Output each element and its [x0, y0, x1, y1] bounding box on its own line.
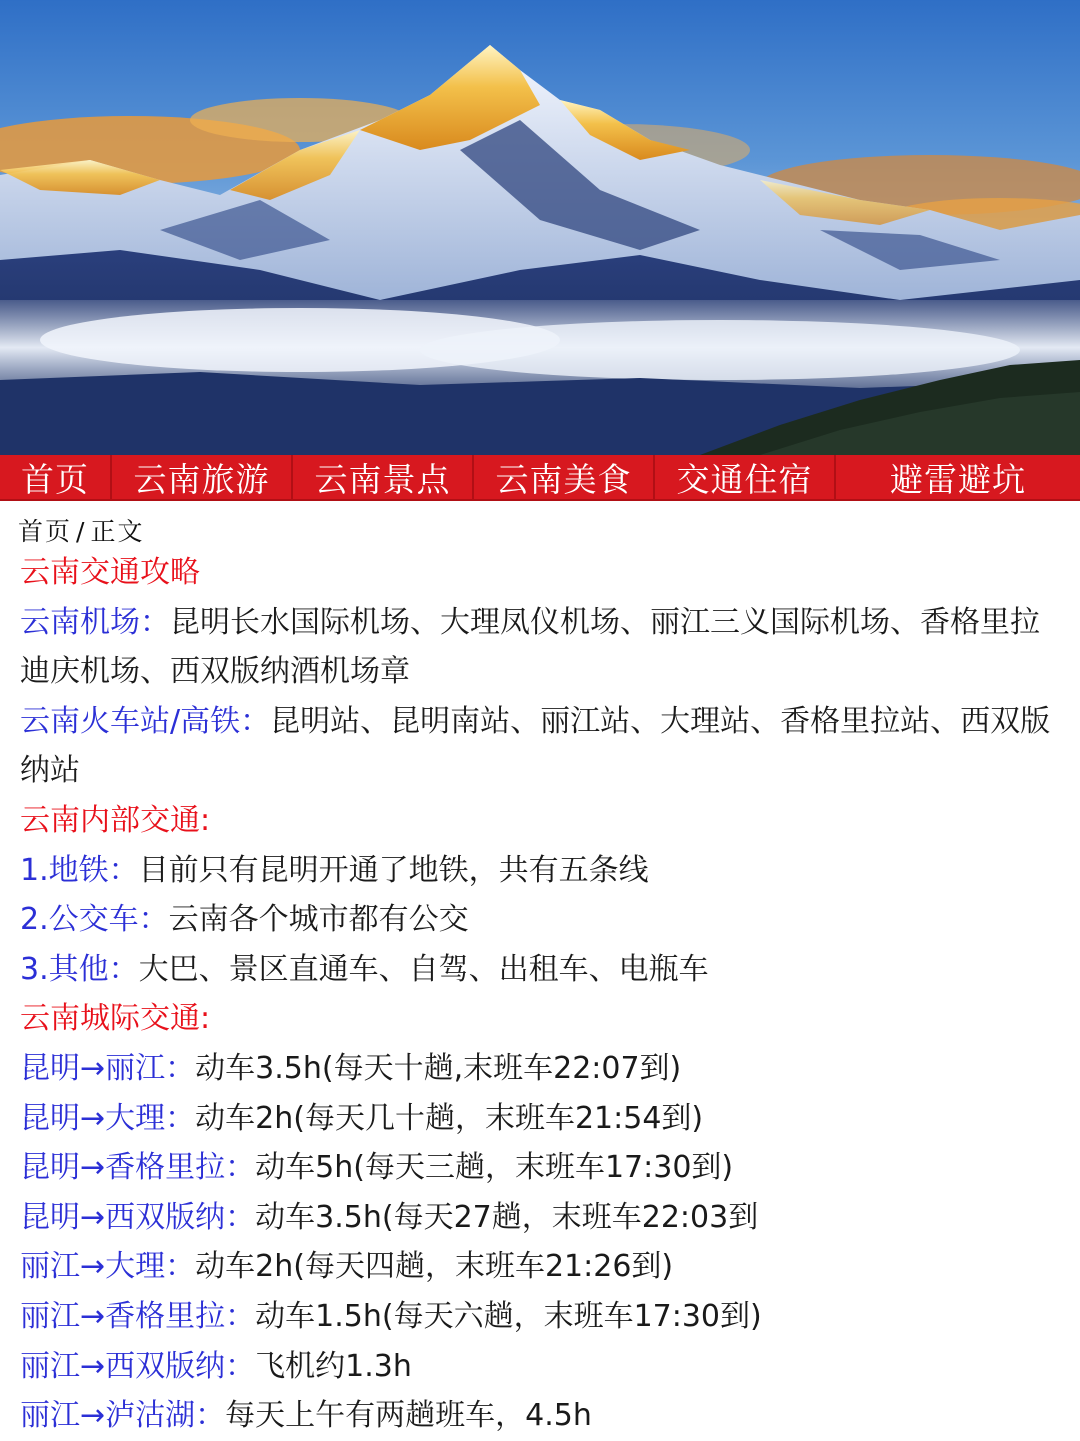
route-label: 丽江→香格里拉： — [20, 1298, 256, 1334]
main-nav — [0, 455, 1080, 501]
mountain-photo-icon — [0, 0, 1080, 455]
stations-line — [20, 697, 1068, 796]
list-item — [20, 1242, 1068, 1292]
route-label: 丽江→西双版纳： — [20, 1348, 256, 1384]
route-label: 丽江→大理： — [20, 1249, 196, 1285]
list-item — [20, 846, 1068, 896]
stations-label: 云南火车站/高铁： — [20, 703, 271, 739]
internal-text: 目前只有昆明开通了地铁，共有五条线 — [138, 852, 649, 888]
hero-image — [0, 0, 1080, 455]
breadcrumb-separator: / — [76, 517, 87, 546]
route-text: 动车2h(每天几十趟，末班车21:54到) — [195, 1100, 704, 1136]
nav-item-home[interactable]: 首页 — [0, 455, 112, 499]
airports-text: 昆明长水国际机场、大理凤仪机场、丽江三义国际机场、香格里拉迪庆机场、西双版纳酒机场章 — [20, 604, 1040, 690]
article-body — [20, 548, 1068, 1441]
internal-heading: 云南内部交通: — [20, 802, 211, 838]
nav-item-avoid-pitfalls[interactable]: 避雷避坑 — [890, 459, 1026, 499]
article-title: 云南交通攻略 — [20, 555, 200, 590]
list-item — [20, 1044, 1068, 1094]
route-text: 动车5h(每天三趟，末班车17:30到) — [255, 1150, 734, 1186]
route-label: 丽江→泸沽湖： — [20, 1398, 226, 1434]
nav-item-transport-lodging[interactable]: 交通住宿 — [655, 455, 836, 499]
nav-item-yunnan-sights[interactable]: 云南景点 — [293, 455, 474, 499]
breadcrumb-home[interactable]: 首页 — [18, 517, 73, 546]
nav-item-yunnan-travel[interactable]: 云南旅游 — [112, 455, 293, 499]
list-item — [20, 1342, 1068, 1392]
list-item — [20, 1143, 1068, 1193]
list-item — [20, 1292, 1068, 1342]
list-item — [20, 1391, 1068, 1441]
internal-label: 2.公交车： — [20, 902, 169, 938]
route-text: 动车3.5h(每天27趟，末班车22:03到 — [255, 1199, 759, 1235]
internal-text: 云南各个城市都有公交 — [168, 902, 469, 938]
list-item — [20, 1193, 1068, 1243]
route-label: 昆明→大理： — [20, 1100, 196, 1136]
airports-label: 云南机场： — [20, 604, 170, 640]
list-item — [20, 1094, 1068, 1144]
intercity-heading: 云南城际交通: — [20, 1001, 211, 1037]
route-label: 昆明→西双版纳： — [20, 1199, 256, 1235]
list-item — [20, 895, 1068, 945]
route-label: 昆明→丽江： — [20, 1050, 196, 1086]
stations-text: 昆明站、昆明南站、丽江站、大理站、香格里拉站、西双版纳站 — [20, 703, 1051, 789]
route-text: 动车2h(每天四趟，末班车21:26到) — [195, 1249, 674, 1285]
list-item — [20, 945, 1068, 995]
internal-text: 大巴、景区直通车、自驾、出租车、电瓶车 — [138, 951, 709, 987]
route-text: 动车1.5h(每天六趟，末班车17:30到) — [255, 1298, 762, 1334]
internal-label: 3.其他： — [20, 951, 139, 987]
route-text: 每天上午有两趟班车，4.5h — [225, 1398, 592, 1434]
internal-label: 1.地铁： — [20, 852, 139, 888]
nav-item-yunnan-food[interactable]: 云南美食 — [474, 455, 655, 499]
airports-line — [20, 598, 1068, 697]
route-text: 动车3.5h(每天十趟,末班车22:07到) — [195, 1050, 682, 1086]
route-text: 飞机约1.3h — [255, 1348, 412, 1384]
breadcrumb — [16, 512, 146, 548]
route-label: 昆明→香格里拉： — [20, 1150, 256, 1186]
breadcrumb-current: 正文 — [90, 517, 145, 546]
